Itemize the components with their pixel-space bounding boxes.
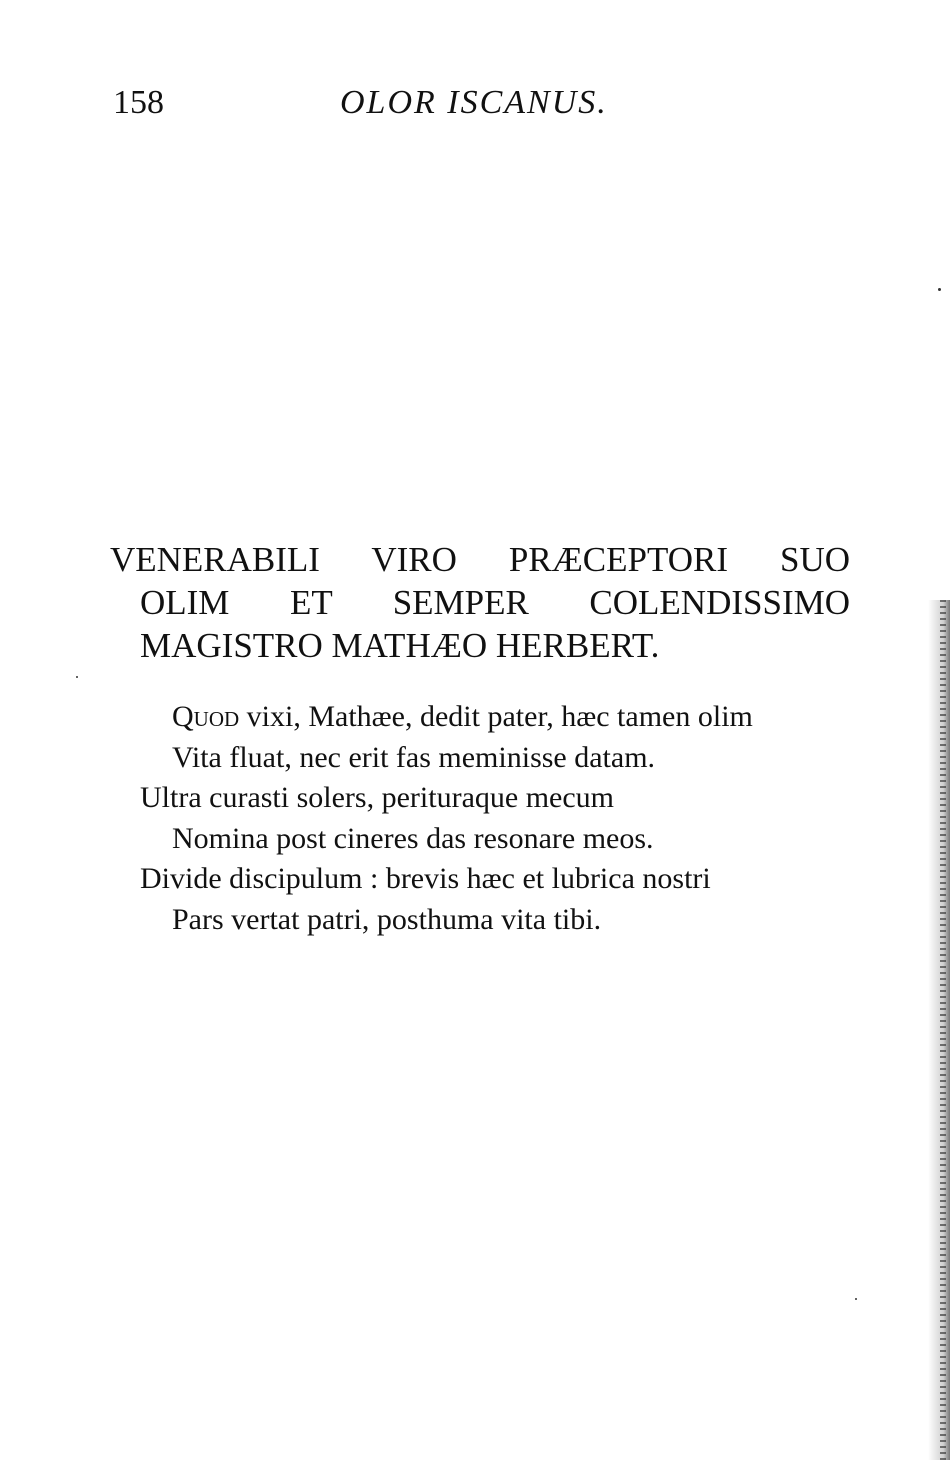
paper-speck: [855, 1298, 857, 1300]
poem-body: [140, 697, 860, 940]
paper-speck: [938, 288, 941, 291]
page-number: 158: [113, 84, 164, 121]
dedication-heading: [110, 538, 850, 667]
verse-line-5: Divide discipulum : brevis hæc et lubrica nostri: [140, 862, 711, 895]
verse-line-3: Ultra curasti solers, perituraque mecum: [140, 781, 614, 814]
running-title: OLOR ISCANUS.: [340, 84, 608, 121]
verse-initial-word: Quod: [172, 700, 240, 733]
running-head: [0, 84, 950, 134]
paper-speck: [76, 676, 78, 678]
dedication-line-2: OLIM ET SEMPER COLENDISSIMO: [140, 583, 850, 622]
dedication-line-1: VENERABILI VIRO PRÆCEPTORI SUO: [110, 540, 850, 579]
dedication-line-3: MAGISTRO MATHÆO HERBERT.: [140, 626, 660, 665]
verse-line-2: Vita fluat, nec erit fas meminisse datam.: [172, 740, 656, 774]
verse-line-1-text: vixi, Mathæe, dedit pater, hæc tamen olim: [239, 700, 753, 733]
verse-line-6: Pars vertat patri, posthuma vita tibi.: [172, 902, 602, 936]
page-edge-shadow: [928, 600, 950, 1460]
verse-line-4: Nomina post cineres das resonare meos.: [172, 821, 654, 855]
verse-line-1: [172, 697, 860, 738]
